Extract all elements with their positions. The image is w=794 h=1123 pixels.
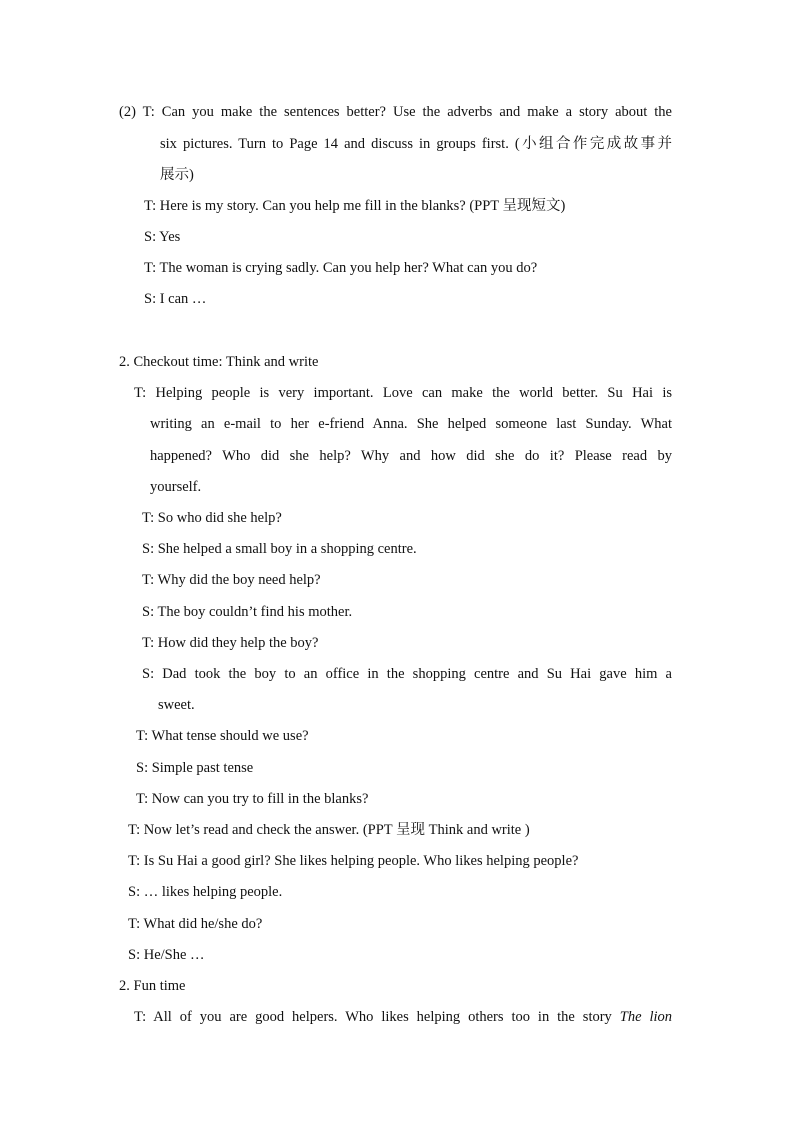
dialogue-line: S: Yes bbox=[144, 229, 181, 245]
dialogue-line: S: Dad took the boy to an office in the shopping centre and Su Hai gave him a bbox=[142, 666, 672, 682]
dialogue-line: S: I can … bbox=[144, 291, 207, 307]
dialogue-line: T: Now can you try to fill in the blanks? bbox=[136, 791, 369, 807]
step-2-line-2: six pictures. Turn to Page 14 and discuss in groups first. (小组合作完成故事并 bbox=[160, 136, 672, 152]
dialogue-line: T: What did he/she do? bbox=[128, 916, 263, 932]
paragraph-line bbox=[134, 1007, 672, 1027]
dialogue-line: T: Here is my story. Can you help me fill in the blanks? (PPT 呈现短文) bbox=[144, 198, 566, 214]
fun-time-text: T: All of you are good helpers. Who likes helping others too in the story bbox=[134, 1009, 612, 1025]
story-title: The lion bbox=[619, 1009, 672, 1025]
paragraph-line: writing an e-mail to her e-friend Anna. She helped someone last Sunday. What bbox=[150, 416, 672, 432]
dialogue-line: T: So who did she help? bbox=[142, 510, 282, 526]
section-heading-fun-time: 2. Fun time bbox=[119, 978, 186, 994]
dialogue-line: S: The boy couldn’t find his mother. bbox=[142, 604, 353, 620]
dialogue-line: T: Is Su Hai a good girl? She likes helping people. Who likes helping people? bbox=[128, 853, 579, 869]
dialogue-line: T: Why did the boy need help? bbox=[142, 572, 321, 588]
dialogue-line: S: … likes helping people. bbox=[128, 884, 283, 900]
dialogue-line: S: Simple past tense bbox=[136, 760, 254, 776]
paragraph-line: happened? Who did she help? Why and how did she do it? Please read by bbox=[150, 448, 672, 464]
dialogue-line: sweet. bbox=[158, 697, 195, 713]
dialogue-line: S: He/She … bbox=[128, 947, 205, 963]
dialogue-line: T: Now let’s read and check the answer. (PPT 呈现 Think and write ) bbox=[128, 822, 530, 838]
paragraph-line: T: Helping people is very important. Love can make the world better. Su Hai is bbox=[134, 385, 672, 401]
step-2-line-1: (2) T: Can you make the sentences better? Use the adverbs and make a story about the bbox=[119, 104, 672, 120]
paragraph-line: yourself. bbox=[150, 479, 202, 495]
section-heading-checkout-time: 2. Checkout time: Think and write bbox=[119, 354, 319, 370]
step-2-line-3: 展示) bbox=[160, 167, 194, 183]
dialogue-line: S: She helped a small boy in a shopping centre. bbox=[142, 541, 417, 557]
dialogue-line: T: What tense should we use? bbox=[136, 728, 309, 744]
dialogue-line: T: The woman is crying sadly. Can you help her? What can you do? bbox=[144, 260, 538, 276]
dialogue-line: T: How did they help the boy? bbox=[142, 635, 319, 651]
